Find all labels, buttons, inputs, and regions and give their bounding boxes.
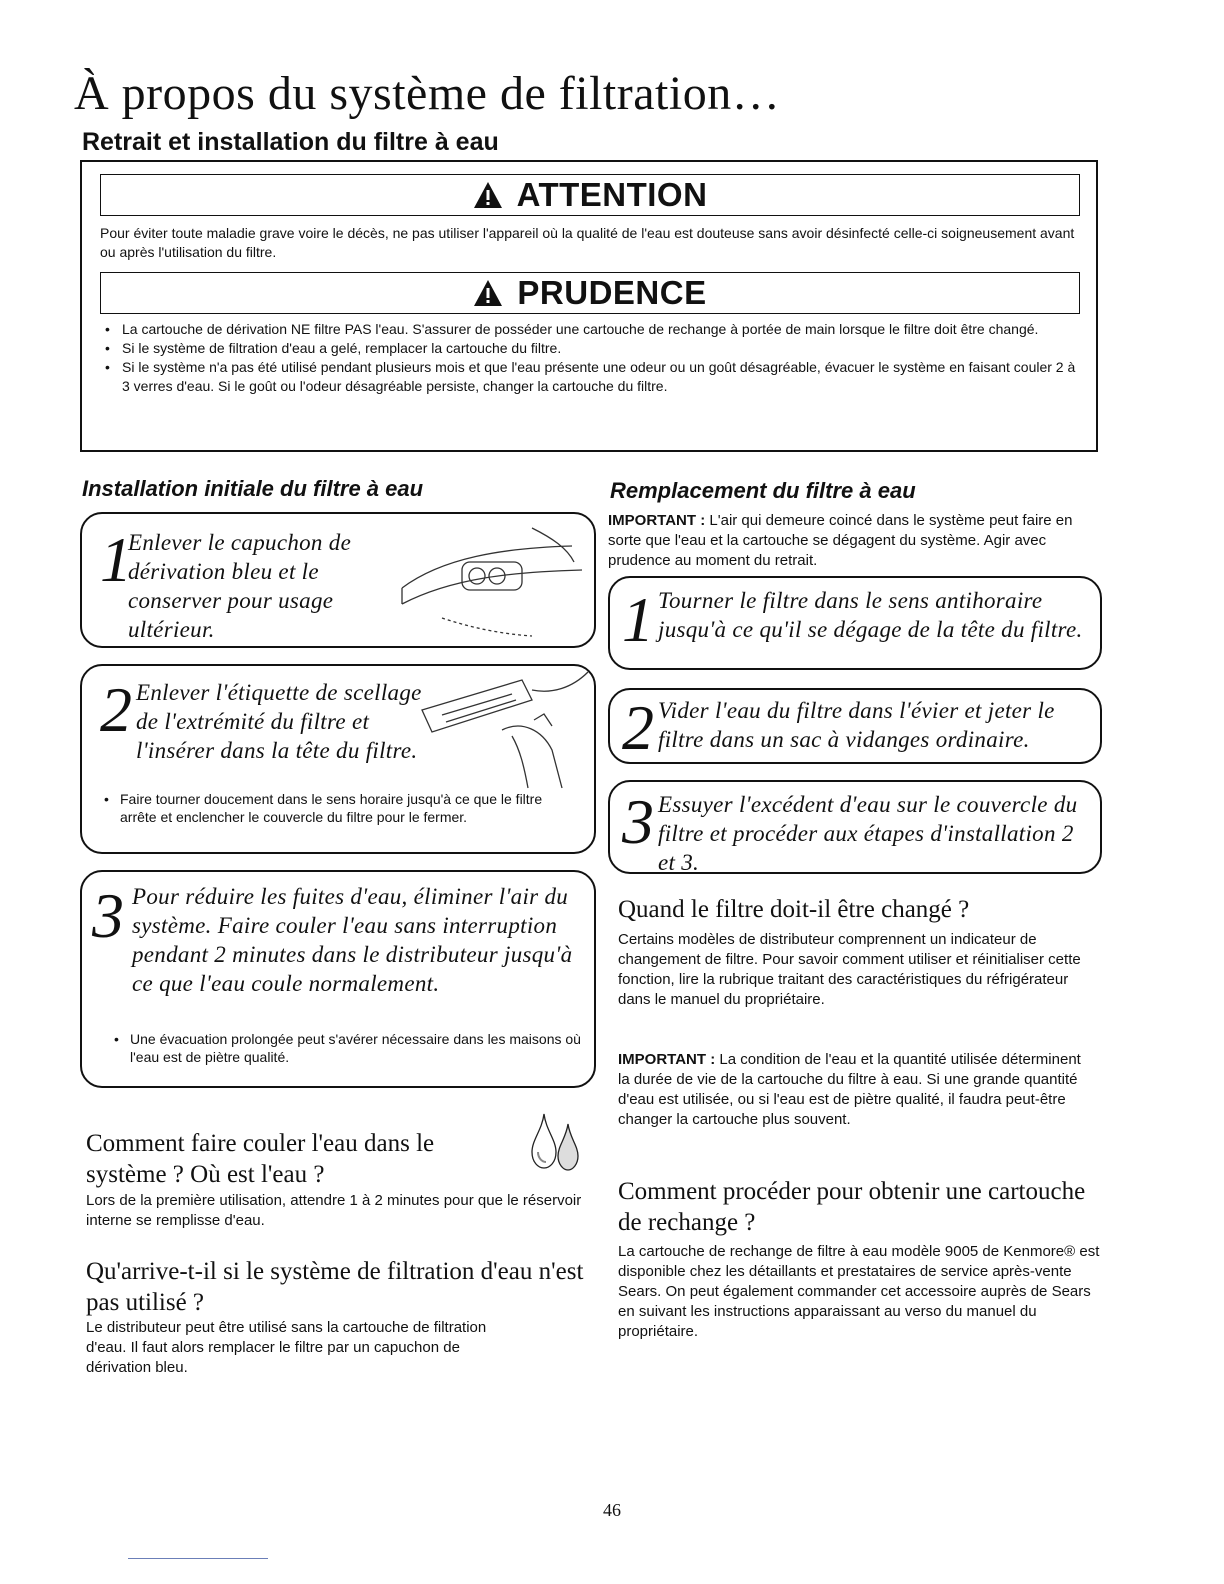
- list-item: • Si le système n'a pas été utilisé pendant plusieurs mois et que l'eau présente une odeur ou un goût désagréable, évacuer le système en faisant couler 2 à 3 verres d'eau. Si le goût ou l'odeur désagréable persiste, changer la cartouche du filtre.: [100, 358, 1080, 396]
- replace-important: [608, 511, 1088, 571]
- section-title: Retrait et installation du filtre à eau: [82, 128, 499, 156]
- replace-heading: Remplacement du filtre à eau: [610, 478, 916, 503]
- step-text: Pour réduire les fuites d'eau, éliminer l'air du système. Faire couler l'eau sans interruption pendant 2 minutes dans le distributeur jusqu'à ce que l'eau coule normalement.: [132, 884, 573, 996]
- important-text: L'air qui demeure coincé dans le système peut faire en sorte que l'eau et la cartouche se dégagent du système. Agir avec prudence au moment du retrait.: [608, 512, 1073, 569]
- flow-heading: Comment faire couler l'eau dans le système ? Où est l'eau ?: [86, 1130, 435, 1188]
- step-note: [112, 1030, 582, 1066]
- when-change-important: [618, 1050, 1094, 1130]
- important-text: La condition de l'eau et la quantité utilisée déterminent la durée de vie de la cartouche du filtre à eau. Si une grande quantité d'eau est utilisée, ou si l'eau est de piètre qualité, il faudra peut-être changer la cartouche plus souvent.: [618, 1051, 1081, 1128]
- step-number: 3: [622, 786, 654, 857]
- water-drops-icon: [522, 1110, 586, 1174]
- install-step-2: [80, 664, 596, 854]
- footer-rule: [128, 1558, 268, 1559]
- filter-insert-illustration: [412, 670, 592, 790]
- step-text: Enlever l'étiquette de scellage de l'extrémité du filtre et l'insérer dans la tête du filtre.: [136, 680, 422, 763]
- step-text: Tourner le filtre dans le sens antihoraire jusqu'à ce qu'il se dégage de la tête du filtre.: [658, 588, 1083, 642]
- install-step-3: [80, 870, 596, 1088]
- when-change-text: Certains modèles de distributeur comprennent un indicateur de changement de filtre. Pour savoir comment utiliser et réinitialiser cette fonction, lire la rubrique traitant des caractéristiques du réfrigérateur dans le manuel du propriétaire.: [618, 931, 1081, 1008]
- unused-text: Le distributeur peut être utilisé sans la cartouche de filtration d'eau. Il faut alors remplacer le filtre par un capuchon de dérivation bleu.: [86, 1319, 487, 1376]
- step-number: 3: [92, 880, 124, 951]
- install-heading: Installation initiale du filtre à eau: [82, 476, 424, 501]
- warning-triangle-icon: [473, 279, 503, 307]
- prudence-banner: [100, 272, 1080, 314]
- attention-banner: [100, 174, 1080, 216]
- important-label: IMPORTANT :: [618, 1051, 716, 1068]
- attention-label: ATTENTION: [516, 176, 708, 213]
- obtain-heading: Comment procéder pour obtenir une cartouche de rechange ?: [618, 1178, 1086, 1236]
- step-note: [102, 790, 582, 826]
- step-text: Enlever le capuchon de dérivation bleu et le conserver pour usage ultérieur.: [128, 530, 352, 642]
- replace-step-1: [608, 576, 1102, 670]
- step-text: Essuyer l'excédent d'eau sur le couvercle du filtre et procéder aux étapes d'installation 2 et 3.: [658, 792, 1078, 875]
- page-number: 46: [603, 1500, 621, 1520]
- when-change-heading: Quand le filtre doit-il être changé ?: [618, 896, 970, 923]
- attention-text: Pour éviter toute maladie grave voire le décès, ne pas utiliser l'appareil où la qualité de l'eau est douteuse sans avoir désinfecté celle-ci soigneusement avant ou après l'utilisation du filtre.: [100, 225, 1075, 260]
- prudence-list: [100, 320, 1080, 396]
- prudence-label: PRUDENCE: [517, 274, 707, 311]
- flow-text: Lors de la première utilisation, attendre 1 à 2 minutes pour que le réservoir interne se remplisse d'eau.: [86, 1192, 582, 1229]
- warning-box: [80, 160, 1098, 452]
- step-text: Vider l'eau du filtre dans l'évier et jeter le filtre dans un sac à vidanges ordinaire.: [658, 698, 1055, 752]
- warning-triangle-icon: [473, 181, 503, 209]
- step-number: 2: [100, 674, 132, 745]
- important-label: IMPORTANT :: [608, 512, 706, 529]
- replace-step-3: [608, 780, 1102, 874]
- step-number: 1: [100, 524, 132, 595]
- replace-step-2: [608, 688, 1102, 764]
- list-item: • Si le système de filtration d'eau a gelé, remplacer la cartouche du filtre.: [100, 339, 1080, 358]
- page-title: À propos du système de filtration…: [74, 67, 781, 120]
- filter-cap-illustration: [382, 518, 588, 646]
- list-item: • Faire tourner doucement dans le sens horaire jusqu'à ce que le filtre arrête et enclencher le couvercle du filtre pour le fermer.: [102, 790, 582, 826]
- obtain-text: La cartouche de rechange de filtre à eau modèle 9005 de Kenmore® est disponible chez les détaillants et prestataires de service après-vente Sears. On peut également commander cet accessoire auprès de Sears en suivant les instructions apparaissant au verso du manuel du propriétaire.: [618, 1243, 1100, 1340]
- install-step-1: [80, 512, 596, 648]
- list-item: • Une évacuation prolongée peut s'avérer nécessaire dans les maisons où l'eau est de piètre qualité.: [112, 1030, 582, 1066]
- step-number: 2: [622, 692, 654, 763]
- step-number: 1: [622, 584, 654, 655]
- unused-heading: Qu'arrive-t-il si le système de filtration d'eau n'est pas utilisé ?: [86, 1258, 584, 1316]
- list-item: • La cartouche de dérivation NE filtre PAS l'eau. S'assurer de posséder une cartouche de rechange à portée de main lorsque le filtre doit être changé.: [100, 320, 1080, 339]
